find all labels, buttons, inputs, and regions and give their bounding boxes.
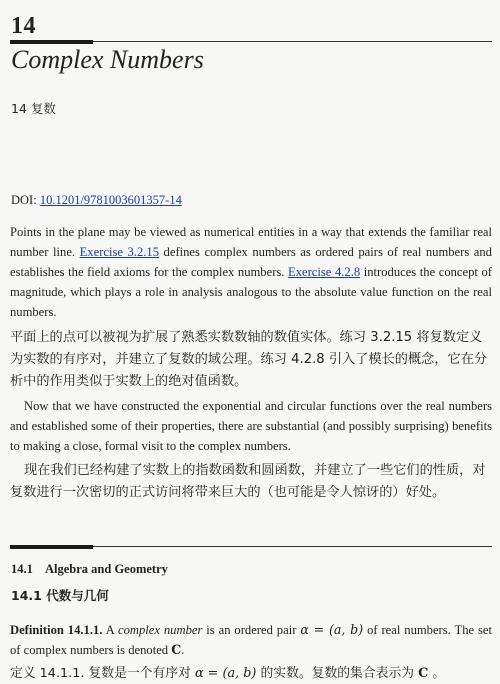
definition-14-1-1 [10,620,492,660]
section-title: Algebra and Geometry [45,562,168,576]
intro-p1-text-a: Points in the plane may be viewed as numerical entities in a way that extends the familiar real number line. [10,225,492,259]
definition-cn-set-symbol: C [418,666,429,681]
definition-text-d: . [181,643,185,657]
chapter-rule-thick [10,40,93,44]
section-heading-translation: 14.1 代数与几何 [11,588,109,603]
definition-cn-text-b: 的实数。复数的集合表示为 [256,666,419,681]
definition-term: complex number [118,623,203,637]
section-heading [11,562,168,577]
doi-line [11,193,182,208]
intro-p1-text-c: introduces the concept of magnitude, which plays a role in analysis analogous to the absolute value function on the real numbers. [10,265,492,319]
exercise-4-2-8-link[interactable]: Exercise 4.2.8 [288,265,361,279]
definition-cn-formula: α = (a, b) [194,666,257,681]
doi-link[interactable]: 10.1201/9781003601357-14 [39,193,182,207]
intro-paragraph-2: Now that we have constructed the exponential and circular functions over the real numbers and established some of their properties, there are substantial (and possibly surprising) benefits to making a close, formal visit to the complex numbers. [10,399,492,453]
definition-formula: α = (a, b) [300,622,364,637]
section-rule-thin [93,546,492,547]
definition-text-c: of real numbers. The set of complex numbers is denoted [10,623,492,657]
section-rule-thick [10,545,93,549]
definition-text-b: is an ordered pair [202,623,301,637]
definition-cn-text-a: 定义 14.1.1. 复数是一个有序对 [10,666,195,681]
intro-paragraph-2-translation: 现在我们已经构建了实数上的指数函数和圆函数，并建立了一些它们的性质，对复数进行一次密切的正式访问将带来巨大的（也可能是令人惊讶的）好处。 [10,463,486,500]
definition-label: Definition 14.1.1. [10,623,103,637]
intro-paragraph-1 [10,222,492,322]
section-number: 14.1 [11,562,33,576]
intro-p1-text-b: defines complex numbers as ordered pairs of real numbers and establishes the field axioms for the complex numbers. [10,245,492,279]
definition-translation [10,664,492,684]
definition-text-a: A [102,623,118,637]
intro-paragraph-1-translation: 平面上的点可以被视为扩展了熟悉实数数轴的数值实体。练习 3.2.15 将复数定义为实数的有序对，并建立了复数的域公理。练习 4.2.8 引入了模长的概念，它在分析中的作用类似于实数上的绝对值函数。 [10,330,488,389]
chapter-rule-thin [93,41,492,42]
exercise-3-2-15-link[interactable]: Exercise 3.2.15 [79,245,159,259]
definition-cn-text-c: 。 [428,666,446,681]
doi-label: DOI: [11,193,40,207]
complex-set-symbol: C [171,642,182,657]
chapter-title: Complex Numbers [11,45,204,74]
chapter-number: 14 [11,13,36,39]
chapter-title-translation: 14 复数 [11,101,56,116]
